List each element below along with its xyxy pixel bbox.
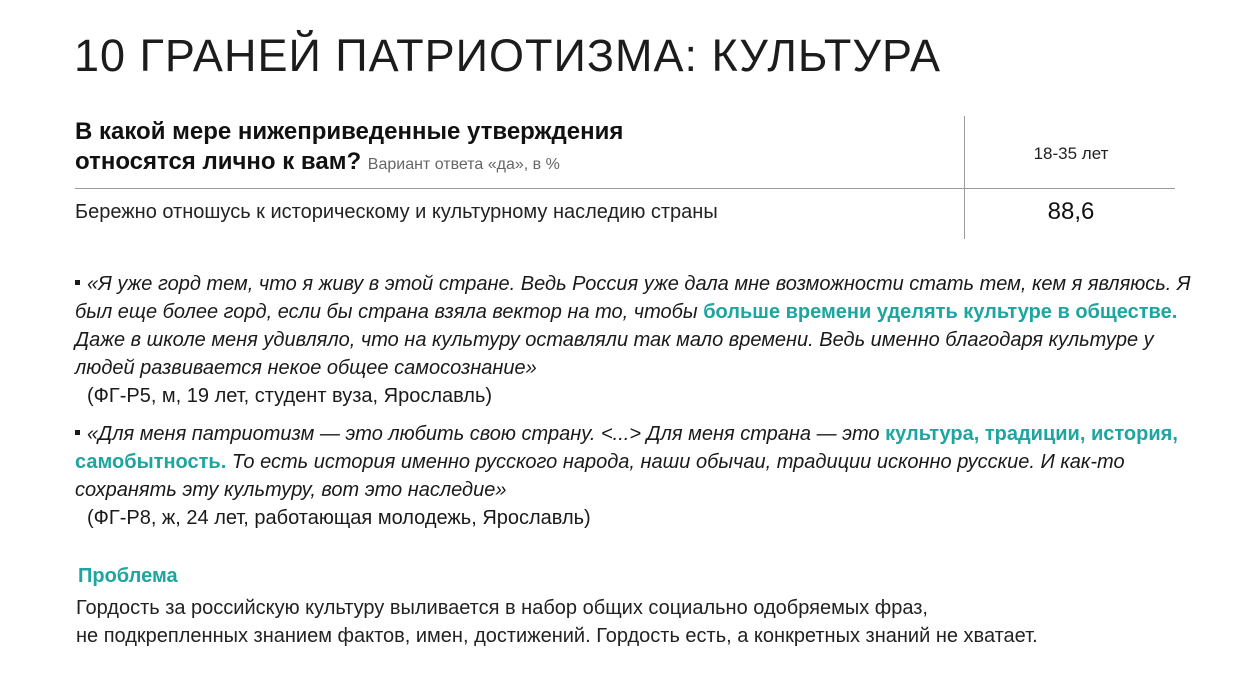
quote-block — [75, 270, 1195, 410]
quote-text-after: Даже в школе меня удивляло, что на культуру оставляли так мало времени. Ведь именно благодаря культуре у людей развивается некое общее самосознание» — [75, 329, 1154, 379]
page-title: 10 ГРАНЕЙ ПАТРИОТИЗМА: КУЛЬТУРА — [74, 30, 941, 81]
problem-heading: Проблема — [78, 565, 178, 587]
table-row-label: Бережно отношусь к историческому и культурному наследию страны — [75, 201, 718, 223]
column-header-age: 18-35 лет — [1033, 144, 1109, 163]
bullet-icon — [75, 430, 80, 435]
question-line-1: В какой мере нижеприведенные утверждения — [75, 118, 624, 145]
quote-block — [75, 420, 1195, 532]
quote-highlight: культура, традиции, история, самобытность. — [75, 423, 1178, 473]
quote-source: (ФГ-Р8, ж, 24 лет, работающая молодежь, Ярославль) — [87, 507, 591, 529]
quote-text — [75, 273, 1191, 379]
problem-line-1: Гордость за российскую культуру выливается в набор общих социально одобряемых фраз, — [76, 597, 928, 619]
table-horizontal-divider — [75, 188, 1175, 189]
quote-text-before: «Я уже горд тем, что я живу в этой стране. Ведь Россия уже дала мне возможности стать тем, кем я являюсь. Я был еще более горд, если бы страна взяла вектор на то, чтобы — [75, 273, 1191, 323]
problem-line-2: не подкрепленных знанием фактов, имен, достижений. Гордость есть, а конкретных знаний не хватает. — [76, 625, 1038, 647]
quote-text — [75, 423, 1178, 501]
problem-text — [76, 594, 1216, 650]
quote-highlight: больше времени уделять культуре в обществе. — [703, 301, 1178, 323]
table-vertical-divider — [964, 116, 965, 239]
question-note: Вариант ответа «да», в % — [367, 156, 560, 173]
bullet-icon — [75, 280, 80, 285]
question-line-2: относятся лично к вам? — [75, 148, 362, 175]
quote-text-before: «Для меня патриотизм — это любить свою страну. <...> Для меня страна — это — [87, 423, 886, 445]
quote-source: (ФГ-Р5, м, 19 лет, студент вуза, Ярославль) — [87, 385, 493, 407]
survey-question — [75, 117, 935, 180]
quote-text-after: То есть история именно русского народа, наши обычаи, традиции исконно русские. И как-то сохранять эту культуру, вот это наследие» — [75, 451, 1125, 501]
table-row-value: 88,6 — [1047, 198, 1095, 225]
